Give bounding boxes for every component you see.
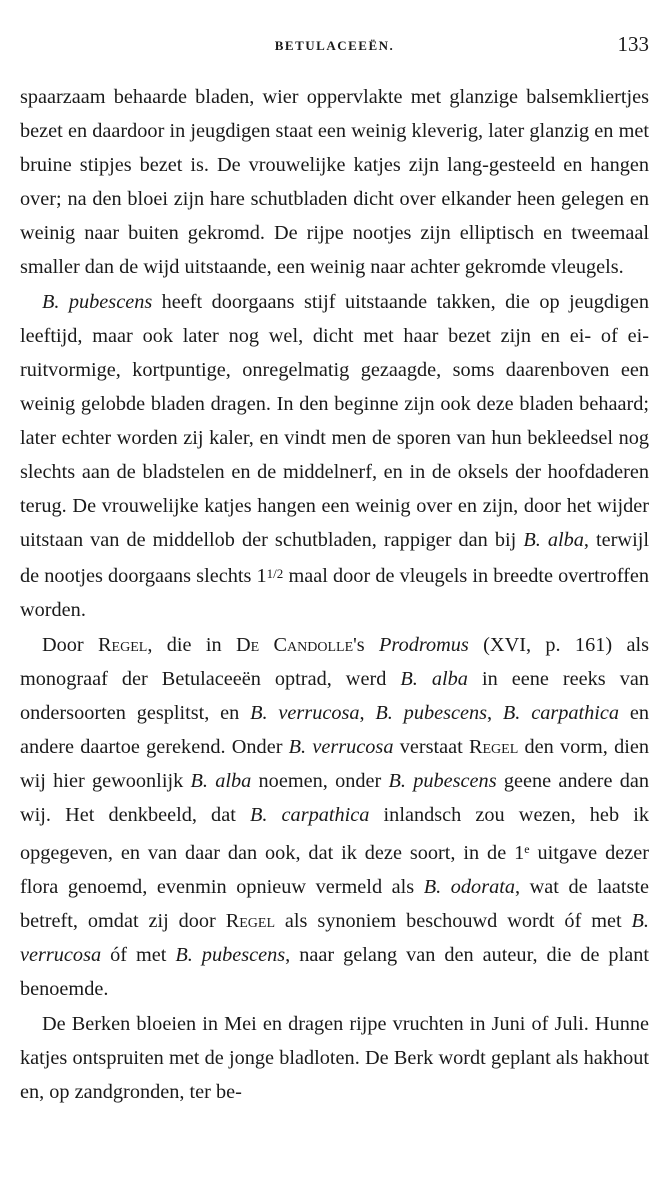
paragraph-4-text: De Berken bloeien in Mei en dragen rijpe vruchten in Juni of Juli. Hunne katjes ontspruiten met de jonge bladloten. De Berk wordt geplant als hakhout en, op zandgronden, ter be-	[20, 1012, 649, 1103]
species-name: B. carpathica	[249, 803, 370, 826]
text: als synoniem beschouwd wordt óf met	[275, 910, 632, 933]
species-name: B. odorata	[423, 876, 516, 899]
paragraph-3	[20, 628, 649, 1007]
book-page	[20, 0, 649, 1200]
species-name: B. verrucosa	[20, 910, 649, 967]
page-header	[20, 32, 649, 62]
paragraph-4	[20, 1007, 649, 1109]
species-name: B. pubescens	[42, 290, 153, 313]
species-name: B. alba	[523, 529, 584, 552]
text: maal door de vleugels in breedte overtroffen worden.	[20, 565, 649, 622]
author-name: Regel	[468, 735, 519, 758]
text: (XVI, p. 161) als monograaf der Betulaceeën optrad, werd	[20, 633, 649, 690]
text: heeft doorgaans stijf uitstaande takken, die op jeugdigen leeftijd, maar ook later nog wel, dicht met haar bezet zijn en ei- of ei-ruitvormige, kortpuntige, onregelmatig gezaagde, soms daarenboven een weinig gelobde bladen dragen. In den beginne zijn ook deze bladen behaard; later echter worden zij kaler, en vindt men de sporen van hun bekleedsel nog slechts aan de bladstelen en de middelnerf, en in de oksels der hoofdaderen terug. De vrouwelijke katjes hangen een weinig over en zijn, door het wijder uitstaan van de middellob der schutbladen, rappiger dan bij	[20, 290, 649, 552]
species-name: B. pubescens	[175, 944, 286, 967]
author-name: Regel	[98, 633, 148, 656]
text: , wat de laatste betreft, omdat zij door	[20, 876, 650, 933]
text: in eene reeks van ondersoorten gesplitst, en	[20, 667, 649, 724]
running-title: BETULACEEËN.	[274, 38, 395, 53]
page-number: 133	[617, 32, 649, 56]
body-text	[20, 80, 649, 1109]
paragraph-2	[20, 285, 649, 628]
text: en andere daartoe gerekend. Onder	[20, 701, 650, 758]
text: geene andere dan wij. Het denkbeeld, dat	[20, 769, 649, 826]
text: inlandsch zou wezen, heb ik opgegeven, en van daar dan ook, dat ik deze soort, in de 1	[20, 803, 649, 865]
species-name: B. pubescens	[375, 701, 488, 724]
species-name: B. verrucosa	[250, 701, 360, 724]
paragraph-1-text: spaarzaam behaarde bladen, wier oppervlakte met glanzige balsemkliertjes bezet en daardoor in jeugdigen staat een weinig kleverig, later glanzig en met bruine stipjes bezet is. De vrouwelijke katjes zijn lang-gesteeld en hangen over; na den bloei zijn hare schutbladen dicht over elkander heen gelegen en weinig naar buiten gekromd. De rijpe nootjes zijn elliptisch en tweemaal smaller dan de wijd uitstaande, een weinig naar achter gekromde vleugels.	[20, 86, 649, 279]
text: , die in	[147, 633, 236, 656]
text: óf met	[101, 944, 176, 967]
text: den vorm, dien wij hier gewoonlijk	[20, 735, 650, 792]
fraction: 1/2	[266, 566, 284, 582]
text: ,	[487, 701, 503, 724]
text: , naar gelang van den auteur, die de plant benoemde.	[20, 944, 649, 1001]
text: uitgave dezer flora genoemd, evenmin opnieuw vermeld als	[20, 842, 649, 899]
text: 's	[353, 633, 380, 656]
species-name: B. alba	[400, 667, 468, 690]
text: Door	[42, 633, 99, 656]
species-name: B. alba	[190, 769, 252, 792]
text: , terwijl de nootjes doorgaans slechts 1	[20, 529, 649, 588]
paragraph-1	[20, 80, 649, 285]
work-title: Prodromus	[379, 633, 469, 656]
author-name: De Candolle	[235, 633, 354, 656]
superscript: e	[524, 842, 530, 857]
species-name: B. verrucosa	[288, 735, 394, 758]
text: verstaat	[393, 735, 469, 758]
species-name: B. carpathica	[502, 701, 620, 724]
text: noemen, onder	[251, 769, 389, 792]
author-name: Regel	[225, 910, 275, 933]
text: ,	[359, 701, 376, 724]
species-name: B. pubescens	[388, 769, 497, 792]
